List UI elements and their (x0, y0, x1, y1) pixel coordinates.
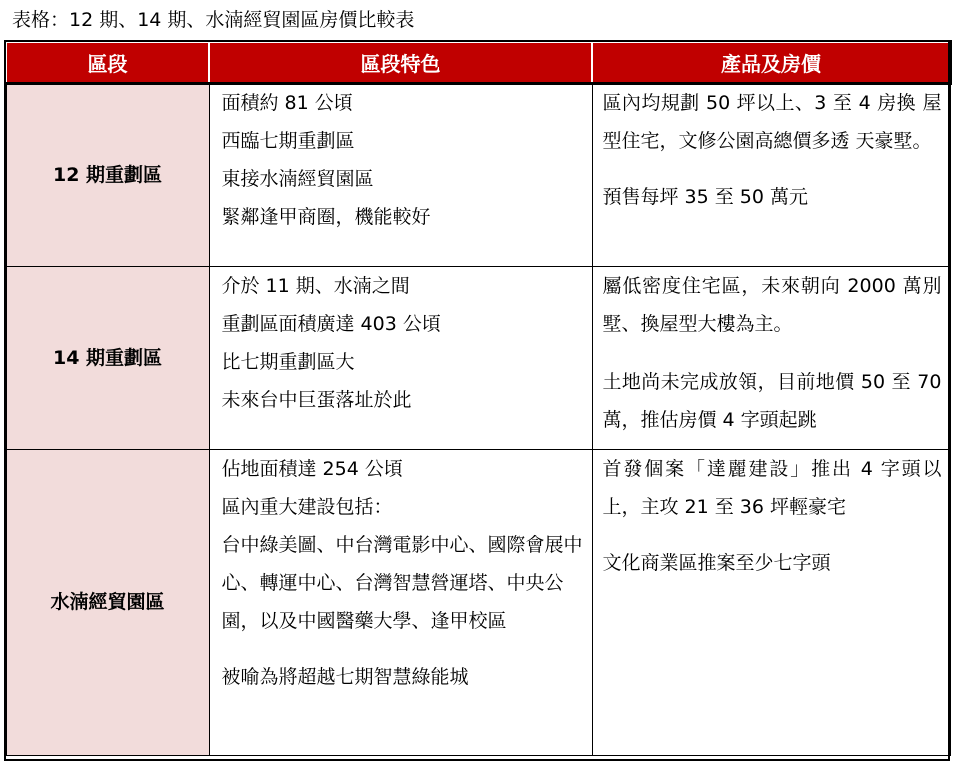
header-features: 區段特色 (209, 42, 592, 83)
region-cell: 12 期重劃區 (6, 83, 209, 266)
feature-line: 東接水湳經貿園區 (221, 168, 374, 190)
feature-paragraph: 台中綠美圖、中台灣電影中心、國際會展中心、轉運中心、台灣智慧營運塔、中央公園，以及中國醫藥大學、逢甲校區 (221, 533, 583, 632)
feature-line: 比七期重劃區大 (221, 350, 355, 373)
feature-line: 介於 11 期、水湳之間 (221, 274, 410, 297)
price-comparison-table (5, 41, 951, 756)
price-text: 預售每坪 35 至 50 萬元 (602, 186, 809, 208)
region-cell: 水湳經貿園區 (6, 449, 209, 755)
product-cell (592, 449, 950, 755)
features-cell (209, 266, 592, 449)
header-product-price: 產品及房價 (592, 42, 950, 83)
header-region: 區段 (6, 42, 209, 83)
price-text: 文化商業區推案至少七字頭 (602, 551, 831, 574)
features-cell (209, 449, 592, 755)
table-row (6, 83, 950, 266)
feature-line: 面積約 81 公頃 (221, 92, 353, 114)
table-caption: 表格：12 期、14 期、水湳經貿園區房價比較表 (12, 9, 415, 31)
feature-line: 區內重大建設包括： (221, 495, 393, 518)
feature-line: 未來台中巨蛋落址於此 (221, 388, 412, 411)
feature-line: 被喻為將超越七期智慧綠能城 (221, 665, 469, 688)
region-cell: 14 期重劃區 (6, 266, 209, 449)
features-cell (209, 83, 592, 266)
price-text: 土地尚未完成放領，目前地價 50 至 70 萬，推估房價 4 字頭起跳 (602, 370, 942, 431)
product-cell (592, 266, 950, 449)
feature-line: 緊鄰逢甲商圈，機能較好 (221, 206, 431, 228)
product-text: 區內均規劃 50 坪以上、3 至 4 房換 屋型住宅，文修公園高總價多透 天豪墅。 (602, 92, 942, 152)
feature-line: 重劃區面積廣達 403 公頃 (221, 312, 441, 335)
product-cell (592, 83, 950, 266)
table-row (6, 266, 950, 449)
table-header-row (6, 42, 950, 83)
product-text: 屬低密度住宅區，未來朝向 2000 萬別墅、換屋型大樓為主。 (602, 274, 942, 335)
product-text: 首發個案「達麗建設」推出 4 字頭以上，主攻 21 至 36 坪輕豪宅 (602, 457, 942, 518)
feature-line: 西臨七期重劃區 (221, 130, 355, 152)
feature-line: 佔地面積達 254 公頃 (221, 457, 403, 480)
table-row (6, 449, 950, 755)
